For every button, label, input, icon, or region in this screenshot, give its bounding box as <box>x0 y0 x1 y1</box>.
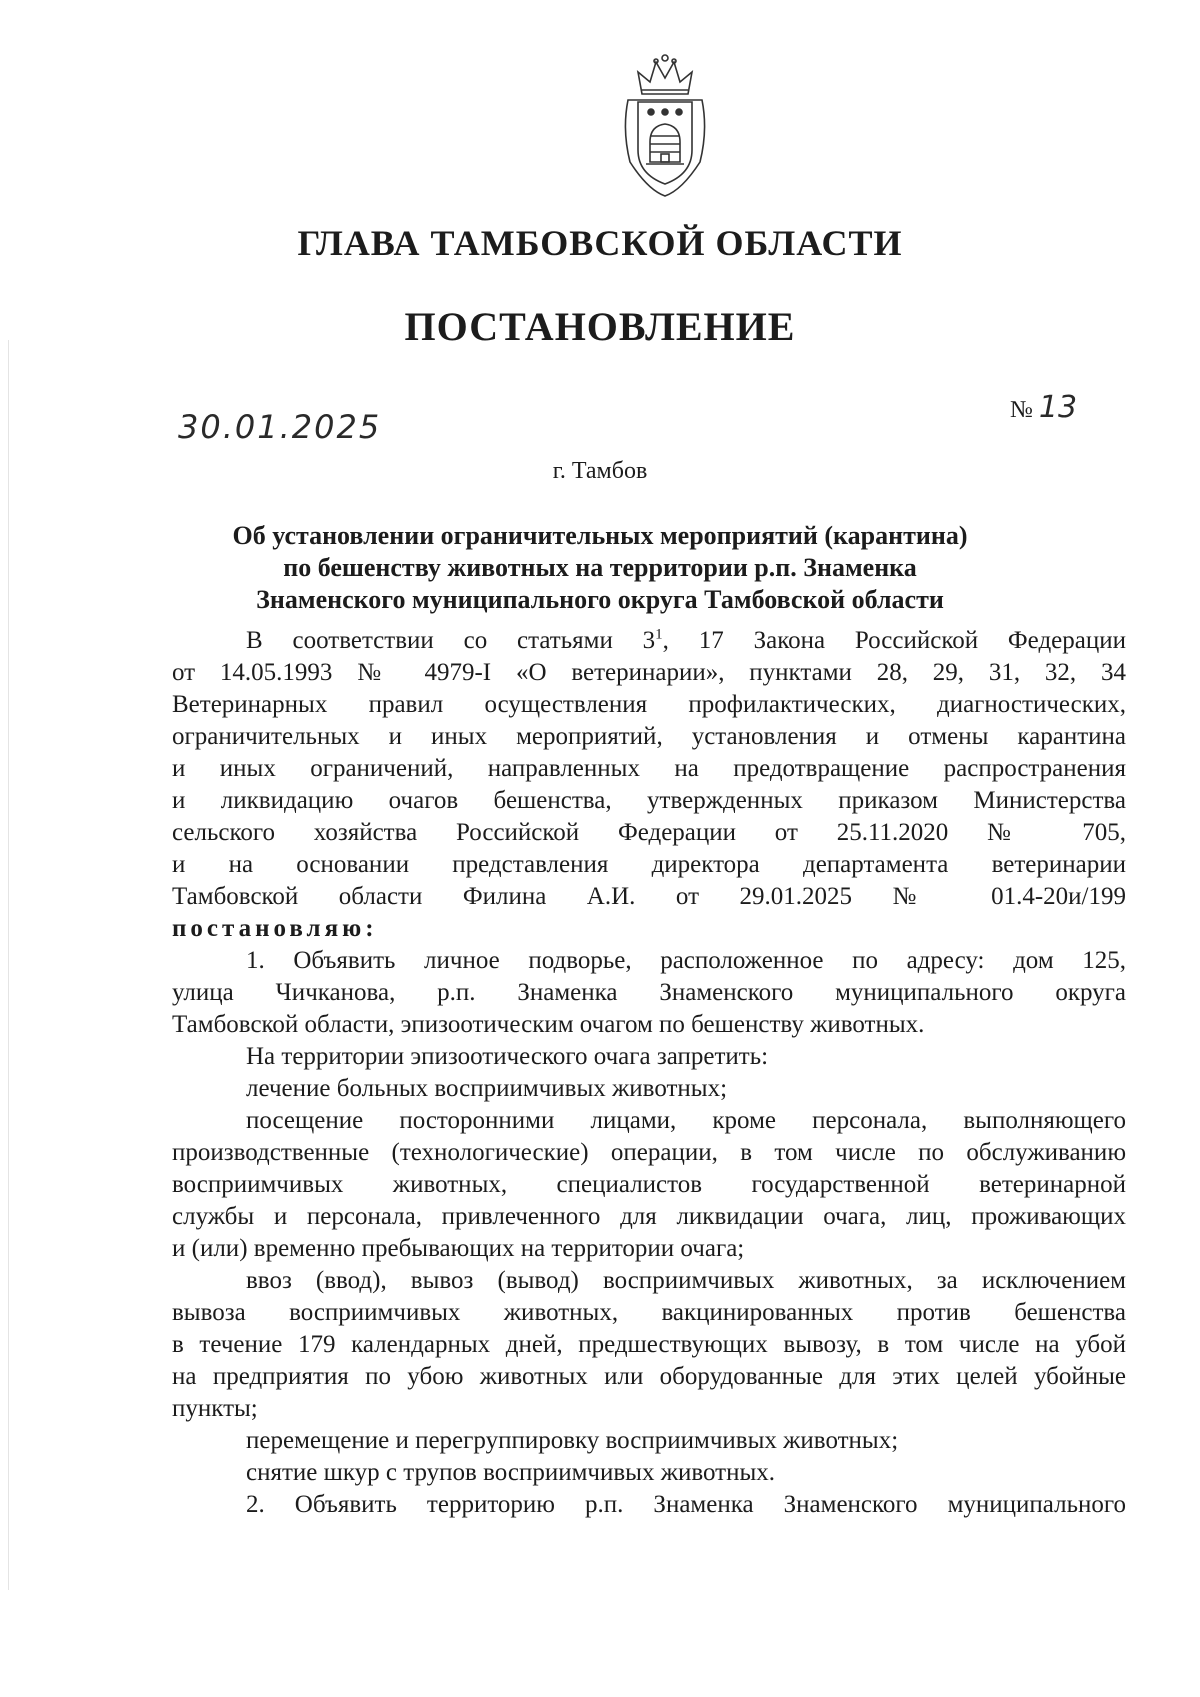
prohibition-item: перемещение и перегруппировку восприимчивых животных; <box>246 1427 899 1454</box>
document-date: 30.01.2025 <box>178 408 382 446</box>
prohibition-item: ввоз (ввод), вывоз (вывод) восприимчивых животных, за исключением <box>246 1267 1126 1294</box>
number-sign: № <box>1010 397 1033 423</box>
item-1-line: 1. Объявить личное подворье, расположенное по адресу: дом 125, <box>246 947 1126 974</box>
prohibition-item: восприимчивых животных, специалистов государственной ветеринарной <box>172 1171 1126 1198</box>
preamble-line: В соответствии со статьями $3^1$, 17 Закона Российской Федерации <box>246 626 1126 654</box>
title-line: Об установлении ограничительных мероприятий (карантина) <box>232 521 968 550</box>
preamble-line: от 14.05.1993 № 4979-I «О ветеринарии», пунктами 28, 29, 31, 32, 34 <box>172 659 1126 686</box>
issuing-authority: ГЛАВА ТАМБОВСКОЙ ОБЛАСТИ <box>297 223 903 263</box>
prohibitions-intro: На территории эпизоотического очага запретить: <box>246 1043 769 1070</box>
document-number <box>1010 390 1077 425</box>
item-1-line: Тамбовской области, эпизоотическим очагом по бешенству животных. <box>172 1011 925 1038</box>
preamble-line: ограничительных и иных мероприятий, установления и отмены карантина <box>172 723 1126 750</box>
prohibition-item: снятие шкур с трупов восприимчивых животных. <box>246 1459 776 1486</box>
decree-word: постановляю: <box>172 915 378 942</box>
item-1-line: улица Чичканова, р.п. Знаменка Знаменского муниципального округа <box>172 979 1126 1006</box>
item-2-line: 2. Объявить территорию р.п. Знаменка Знаменского муниципального <box>246 1491 1126 1518</box>
prohibition-item: службы и персонала, привлеченного для ликвидации очага, лиц, проживающих <box>172 1203 1126 1230</box>
tambov-oblast-coat-of-arms-icon <box>618 50 712 200</box>
document-type: ПОСТАНОВЛЕНИЕ <box>404 304 796 349</box>
title-line: по бешенству животных на территории р.п. Знаменка <box>283 553 917 582</box>
document-title <box>0 520 1200 616</box>
title-line: Знаменского муниципального округа Тамбовской области <box>256 585 944 614</box>
prohibition-item: вывоза восприимчивых животных, вакцинированных против бешенства <box>172 1299 1126 1326</box>
prohibition-item: на предприятия по убою животных или оборудованные для этих целей убойные <box>172 1363 1126 1390</box>
preamble-line: Тамбовской области Филина А.И. от 29.01.2025 № 01.4-20и/199 <box>172 883 1126 910</box>
preamble-line: и ликвидацию очагов бешенства, утвержденных приказом Министерства <box>172 787 1126 814</box>
prohibition-item: в течение 179 календарных дней, предшествующих вывозу, в том числе на убой <box>172 1331 1126 1358</box>
number-value: 13 <box>1038 390 1078 425</box>
preamble-line: сельского хозяйства Российской Федерации от 25.11.2020 № 705, <box>172 819 1126 846</box>
document-body <box>172 625 1126 1521</box>
prohibition-item: посещение посторонними лицами, кроме персонала, выполняющего <box>246 1107 1126 1134</box>
preamble-line: Ветеринарных правил осуществления профилактических, диагностических, <box>172 691 1126 718</box>
prohibition-item: производственные (технологические) операции, в том числе по обслуживанию <box>172 1139 1126 1166</box>
prohibition-item: пункты; <box>172 1395 258 1422</box>
preamble-line: и на основании представления директора департамента ветеринарии <box>172 851 1126 878</box>
prohibition-item: лечение больных восприимчивых животных; <box>246 1075 728 1102</box>
prohibition-item: и (или) временно пребывающих на территории очага; <box>172 1235 745 1262</box>
city: г. Тамбов <box>552 458 648 484</box>
preamble-line: и иных ограничений, направленных на предотвращение распространения <box>172 755 1126 782</box>
